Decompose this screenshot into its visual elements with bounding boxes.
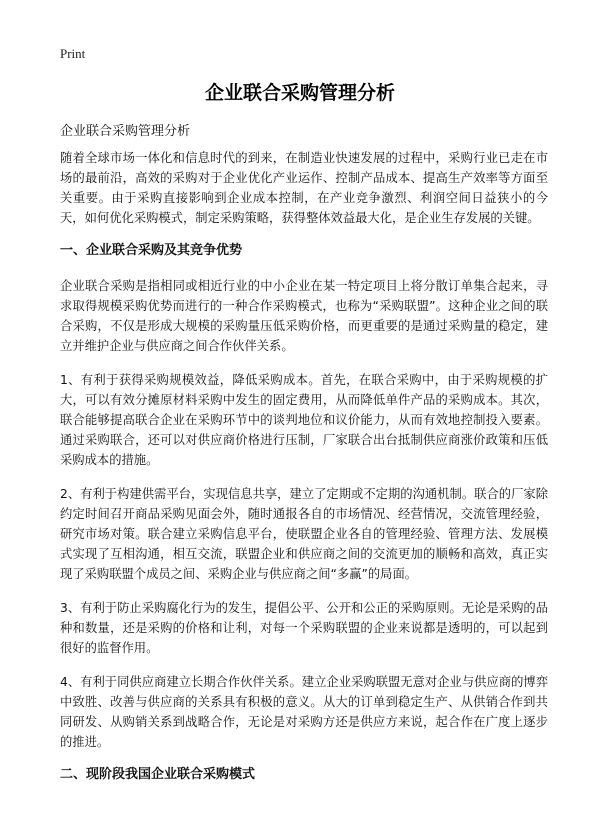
point-4-paragraph: 4、有利于同供应商建立长期合作伙伴关系。建立企业采购联盟无意对企业与供应商的博弈中致胜、改善与供应商的关系具有积极的意义。从大的订单到稳定生产、从供销合作到共同研发、从购销关系到战略合作，无论是对采购方还是供应方来说，起合作在广度上逐步的推进。 bbox=[60, 675, 548, 749]
point-1-paragraph: 1、有利于获得采购规模效益，降低采购成本。首先，在联合采购中，由于采购规模的扩大，可以有效分摊原材料采购中发生的固定费用，从而降低单件产品的采购成本。其次，联合能够提高联合企业在采购环节中的谈判地位和议价能力，从而有效地控制投入要素。通过采购联合，还可以对供应商价格进行压制，厂家联合出台抵制供应商涨价政策和压低采购成本的措施。 bbox=[60, 373, 548, 467]
article-body bbox=[60, 148, 548, 800]
page-subtitle: 企业联合采购管理分析 bbox=[60, 124, 191, 139]
intro-paragraph: 随着全球市场一体化和信息时代的到来，在制造业快速发展的过程中，采购行业已走在市场的最前沿，高效的采购对于企业优化产业运作、控制产品成本、提高生产效率等方面至关重要。由于采购直接影响到企业成本控制，在产业竞争激烈、利润空间日益狭小的今天，如何优化采购模式，制定采购策略，获得整体效益最大化，是企业生存发展的关键。 bbox=[60, 151, 548, 225]
print-link[interactable]: Print bbox=[60, 46, 86, 61]
section1-paragraph: 企业联合采购是指相同或相近行业的中小企业在某一特定项目上将分散订单集合起来，寻求取得规模采购优势而进行的一种合作采购模式，也称为“采购联盟”。这种企业之间的联合采购，不仅是形成大规模的采购量压低采购价格，而更重要的是通过采购量的稳定，建立并维护企业与供应商之间合作伙伴关系。 bbox=[60, 279, 548, 353]
section-heading-2: 二、现阶段我国企业联合采购模式 bbox=[60, 767, 256, 782]
point-2-paragraph: 2、有利于构建供需平台，实现信息共享，建立了定期或不定期的沟通机制。联合的厂家除约定时间召开商品采购见面会外，随时通报各自的市场情况、经营情况，交流管理经验，研究市场对策。联合建立采购信息平台，使联盟企业各自的管理经验、管理方法、发展模式实现了互相沟通，相互交流，联盟企业和供应商之间的交流更加的顺畅和高效，真正实现了采购联盟个成员之间、采购企业与供应商之间“多赢”的局面。 bbox=[60, 487, 548, 581]
point-3-paragraph: 3、有利于防止采购腐化行为的发生，提倡公平、公开和公正的采购原则。无论是采购的品种和数量，还是采购的价格和让利，对每一个采购联盟的企业来说都是透明的，可以起到很好的监督作用。 bbox=[60, 601, 548, 655]
section-heading-1: 一、企业联合采购及其竞争优势 bbox=[60, 243, 243, 258]
page-title: 企业联合采购管理分析 bbox=[204, 82, 395, 104]
